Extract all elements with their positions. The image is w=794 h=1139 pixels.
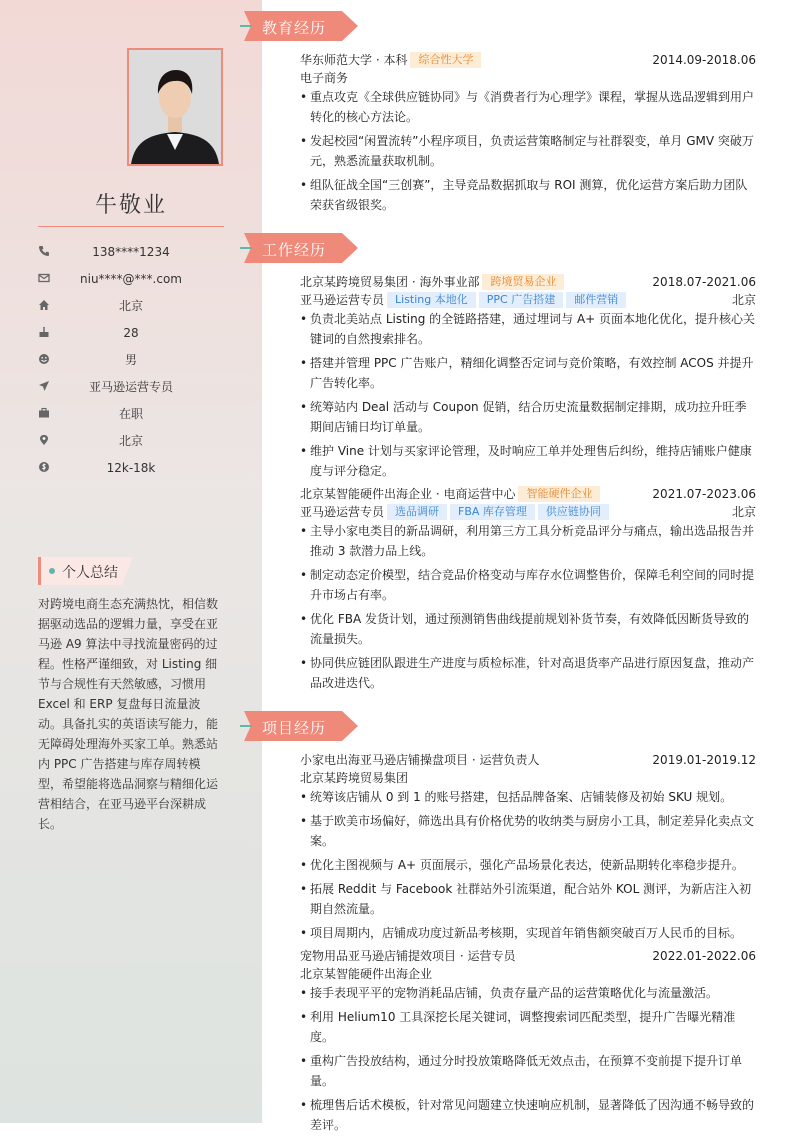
- education-major-line: [300, 69, 756, 87]
- sidebar: [0, 0, 262, 1123]
- gender-value: 男: [124, 353, 137, 367]
- list-item: • 拓展 Reddit 与 Facebook 社群站外引流渠道，配合站外 KOL 测评，为新店注入初期自然流量。: [300, 879, 756, 919]
- skill-tag: Listing 本地化: [387, 292, 476, 308]
- cake-icon: [38, 326, 50, 338]
- project-name: 小家电出海亚马逊店铺操盘项目 · 运营负责人: [300, 753, 540, 767]
- project-bullets: [300, 787, 756, 947]
- list-item: • 制定动态定价模型，结合竞品价格变动与库存水位调整售价，保障毛利空间的同时提升市场占有率。: [300, 565, 756, 605]
- money-icon: [38, 461, 50, 473]
- name-divider: [38, 226, 224, 227]
- project-header: [300, 947, 756, 965]
- list-item: • 协同供应链团队跟进生产进度与质检标准，针对高退货率产品进行原因复盘，推动产品改进迭代。: [300, 653, 756, 693]
- age-value: 28: [123, 326, 139, 340]
- salary-value: 12k-18k: [106, 461, 156, 475]
- list-item: • 重点攻克《全球供应链协同》与《消费者行为心理学》课程，掌握从选品逻辑到用户转化的核心方法论。: [300, 87, 756, 127]
- job-period: 2021.07-2023.06: [652, 487, 756, 501]
- project-org-line: [300, 965, 756, 983]
- list-item: • 组队征战全国“三创赛”，主导竞品数据抓取与 ROI 测算，优化运营方案后助力团队荣获省级银奖。: [300, 175, 756, 215]
- list-item: • 发起校园“闲置流转”小程序项目，负责运营策略制定与社群裂变，单月 GMV 突破万元，熟悉流量获取机制。: [300, 131, 756, 171]
- work-title: 工作经历: [262, 241, 327, 259]
- company-tag: 智能硬件企业: [518, 486, 600, 502]
- education-bullets: [300, 87, 756, 219]
- info-email: [38, 271, 224, 289]
- job-bullets: [300, 521, 756, 697]
- projects-title: 项目经历: [262, 719, 327, 737]
- project-period: 2019.01-2019.12: [652, 753, 756, 767]
- email-value: niu****@***.com: [80, 272, 182, 286]
- education-title: 教育经历: [262, 19, 327, 37]
- education-period: 2014.09-2018.06: [652, 53, 756, 67]
- info-home: [38, 298, 224, 316]
- info-gender: [38, 352, 224, 370]
- skill-tag: FBA 库存管理: [450, 504, 535, 520]
- person-name: 牛敬业: [94, 193, 167, 218]
- project-bullets: [300, 983, 756, 1139]
- project-name: 宠物用品亚马逊店铺提效项目 · 运营专员: [300, 949, 516, 963]
- list-item: • 统筹该店铺从 0 到 1 的账号搭建，包括品牌备案、店铺装修及初始 SKU 规划。: [300, 787, 756, 807]
- list-item: • 接手表现平平的宠物消耗品店铺，负责存量产品的运营策略优化与流量激活。: [300, 983, 756, 1003]
- education-major: 电子商务: [300, 71, 349, 85]
- company-name: 北京某智能硬件出海企业 · 电商运营中心: [300, 487, 516, 501]
- list-item: • 项目周期内，店铺成功度过新品考核期，实现首年销售额突破百万人民币的目标。: [300, 923, 756, 943]
- section-heading-education: [244, 11, 358, 41]
- phone-value: 138****1234: [92, 245, 170, 259]
- section-heading-projects: [244, 711, 358, 741]
- skill-tag: 供应链协同: [538, 504, 609, 520]
- skill-tag: 邮件营销: [566, 292, 626, 308]
- summary-text: 对跨境电商生态充满热忱，相信数据驱动选品的逻辑力量，享受在亚马逊 A9 算法中寻找流量密码的过程。性格严谨细致，对 Listing 细节与合规性有天然敏感，习惯用 Excel 和 ERP 复盘每日流量波动。具备扎实的英语读写能力，能无障碍处理海外买家工单。熟悉站内 PPC 广告搭建与库存周转模型，希望能将选品洞察与精细化运营相结合，在亚马逊平台深耕成长。: [38, 597, 219, 831]
- home-icon: [38, 299, 50, 311]
- project-org: 北京某跨境贸易集团: [300, 771, 409, 785]
- company-name: 北京某跨境贸易集团 · 海外事业部: [300, 275, 480, 289]
- job-period: 2018.07-2021.06: [652, 275, 756, 289]
- list-item: • 维护 Vine 计划与买家评论管理，及时响应工单并处理售后纠纷，维持店铺账户健康度与评分稳定。: [300, 441, 756, 481]
- job-header: [300, 273, 756, 291]
- job-city: 北京: [731, 505, 756, 519]
- phone-icon: [38, 245, 50, 257]
- position-value: 亚马逊运营专员: [88, 380, 173, 394]
- info-salary: [38, 460, 224, 478]
- school-tag: 综合性大学: [410, 52, 481, 68]
- list-item: • 统筹站内 Deal 活动与 Coupon 促销，结合历史流量数据制定排期，成功拉升旺季期间店铺日均订单量。: [300, 397, 756, 437]
- project-period: 2022.01-2022.06: [652, 949, 756, 963]
- profile-photo: [127, 48, 223, 166]
- education-header: [300, 51, 756, 69]
- project-org-line: [300, 769, 756, 787]
- company-tag: 跨境贸易企业: [482, 274, 564, 290]
- smile-icon: [38, 353, 50, 365]
- project-org: 北京某智能硬件出海企业: [300, 967, 433, 981]
- job-role: 亚马逊运营专员: [300, 293, 385, 307]
- home-value: 北京: [118, 299, 143, 313]
- briefcase-icon: [38, 407, 50, 419]
- summary-title: 个人总结: [62, 565, 118, 581]
- mail-icon: [38, 272, 50, 284]
- list-item: • 优化 FBA 发货计划，通过预测销售曲线提前规划补货节奏，有效降低因断货导致的流量损失。: [300, 609, 756, 649]
- list-item: • 基于欧美市场偏好，筛选出具有价格优势的收纳类与厨房小工具，制定差异化卖点文案。: [300, 811, 756, 851]
- job-role-line: [300, 291, 756, 309]
- status-value: 在职: [118, 407, 143, 421]
- project-header: [300, 751, 756, 769]
- info-status: [38, 406, 224, 424]
- info-location: [38, 433, 224, 451]
- list-item: • 重构广告投放结构，通过分时投放策略降低无效点击，在预算不变前提下提升订单量。: [300, 1051, 756, 1091]
- job-header: [300, 485, 756, 503]
- location-icon: [38, 434, 50, 446]
- job-bullets: [300, 309, 756, 485]
- bullet-dot-icon: [49, 568, 55, 574]
- job-role: 亚马逊运营专员: [300, 505, 385, 519]
- list-item: • 负责北美站点 Listing 的全链路搭建，通过埋词与 A+ 页面本地化优化，提升核心关键词的自然搜索排名。: [300, 309, 756, 349]
- info-phone: [38, 244, 224, 262]
- section-heading-work: [244, 233, 358, 263]
- list-item: • 利用 Helium10 工具深挖长尾关键词，调整搜索词匹配类型，提升广告曝光精准度。: [300, 1007, 756, 1047]
- job-role-line: [300, 503, 756, 521]
- list-item: • 梳理售后话术模板，针对常见问题建立快速响应机制，显著降低了因沟通不畅导致的差评。: [300, 1095, 756, 1135]
- list-item: • 优化主图视频与 A+ 页面展示，强化产品场景化表达，使新品期转化率稳步提升。: [300, 855, 756, 875]
- info-position: [38, 379, 224, 397]
- job-city: 北京: [731, 293, 756, 307]
- portrait-image: [129, 50, 221, 164]
- skill-tag: PPC 广告搭建: [479, 292, 563, 308]
- location-value: 北京: [118, 434, 143, 448]
- list-item: • 主导小家电类目的新品调研，利用第三方工具分析竞品评分与痛点，输出选品报告并推动 3 款潜力品上线。: [300, 521, 756, 561]
- school-name: 华东师范大学 · 本科: [300, 53, 408, 67]
- info-age: [38, 325, 224, 343]
- send-icon: [38, 380, 50, 392]
- list-item: • 搭建并管理 PPC 广告账户，精细化调整否定词与竞价策略，有效控制 ACOS 并提升广告转化率。: [300, 353, 756, 393]
- summary-heading: [38, 557, 134, 585]
- skill-tag: 选品调研: [387, 504, 447, 520]
